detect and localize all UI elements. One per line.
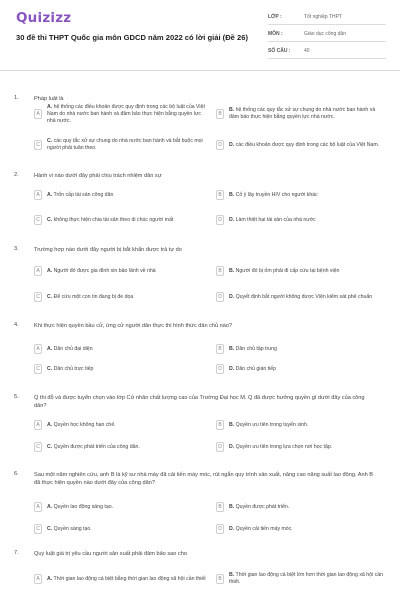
answer-option[interactable] [216,188,386,202]
answer-option[interactable] [216,500,386,514]
option-letter: C [34,292,42,302]
option-text: B. Thời gian lao động cá biệt lớn hơn thời gian lao động xã hội cần thiết. [229,572,383,585]
answer-option[interactable] [216,133,386,157]
option-letter: C [34,442,42,452]
meta-value: Giáo dục công dân [304,31,346,37]
option-letter: A [34,502,42,512]
answer-option[interactable] [34,342,210,356]
option-letter: C [34,524,42,534]
question-text: Pháp luật là [34,96,64,102]
question-text: Quy luật giá trị yêu cầu người sản xuất phải đảm bảo sao cho [34,551,187,557]
option-text: C. Để cứu một con tin đang bị đe dọa [47,293,134,300]
question-number: 3. [14,246,19,252]
answer-option[interactable] [34,99,210,129]
option-letter: A [34,420,42,430]
answer-option[interactable] [34,418,210,432]
option-text: D. Quyền cải tiến máy móc. [229,525,293,532]
quizizz-logo: Quizizz [16,10,72,26]
answer-option[interactable] [34,522,210,536]
answer-option[interactable] [216,362,386,376]
meta-label: MÔN : [268,31,283,37]
option-letter: A [34,344,42,354]
option-letter: C [34,140,42,150]
answer-option[interactable] [216,287,386,307]
option-letter: B [216,420,224,430]
answer-option[interactable] [34,133,210,157]
option-letter: B [216,344,224,354]
option-text: D. Quyền ưu tiên trong lựa chọn nơi học tập. [229,443,333,450]
answer-option[interactable] [216,342,386,356]
option-letter: C [34,215,42,225]
option-text: A. Quyền lao động sáng tạo. [47,503,114,510]
option-letter: A [34,574,42,584]
question-number: 5. [14,394,19,400]
option-text: A. Quyền học không hạn chế. [47,421,116,428]
option-text: B. Quyền được phát triển. [229,503,290,510]
option-letter: D [216,215,224,225]
option-text: D. Dân chủ gián tiếp [229,365,277,372]
option-text: C. các quy tắc xử sự chung do nhà nước ban hành và bắt buộc mọi người phải tuân theo. [47,138,203,151]
option-letter: D [216,292,224,302]
option-text: B. hệ thống các quy tắc xử sự chung do nhà nước ban hành và đảm bảo thực hiện bằng quyền lực nhà nước. [229,107,376,120]
option-letter: A [34,266,42,276]
option-letter: B [216,574,224,584]
answer-option[interactable] [34,362,210,376]
option-text: A. Thời gian lao động cá biệt bằng thời gian lao động xã hội cần thiết [47,575,206,582]
option-text: C. Quyền sáng tạo. [47,525,92,532]
question-number: 6. [14,471,19,477]
option-letter: B [216,266,224,276]
question-text: Hành vi nào dưới đây phải chịu trách nhiệm dân sự [34,173,162,179]
answer-option[interactable] [216,264,386,278]
option-letter: B [216,109,224,119]
option-letter: D [216,442,224,452]
option-text: A. Người đó được gia đình xin bảo lãnh về nhà [47,267,156,274]
question-text: Trường hợp nào dưới đây người bị bắt khẩn được trả tự do [34,247,182,253]
option-letter: D [216,524,224,534]
answer-option[interactable] [216,440,386,454]
option-text: C. không thực hiện chia tài sản theo di chúc người mất [47,216,174,223]
question-number: 2. [14,172,19,178]
option-text: C. Quyền được phát triển của công dân. [47,443,140,450]
question-number: 4. [14,322,19,328]
answer-option[interactable] [34,500,210,514]
option-text: C. Dân chủ trực tiếp [47,365,94,372]
answer-option[interactable] [34,440,210,454]
answer-option[interactable] [34,188,210,202]
option-letter: B [216,190,224,200]
option-text: B. Dân chủ tập trung [229,345,277,352]
option-text: B. Người đó bị ốm phải đi cấp cứu tại bệnh viện [229,267,340,274]
answer-option[interactable] [34,290,210,304]
question-number: 7. [14,550,19,556]
meta-value: Tốt nghiệp THPT [304,14,342,20]
option-text: A. hệ thống các điều khoản được quy định trong các bộ luật của Việt Nam do nhà nước ban hành và đảm bảo thực hiện bằng quyền lực nhà nước. [47,103,205,124]
answer-option[interactable] [216,418,386,432]
option-letter: A [34,190,42,200]
answer-option[interactable] [34,264,210,278]
option-letter: A [34,109,42,119]
option-letter: B [216,502,224,512]
question-number: 1. [14,95,19,101]
meta-label: SỐ CÂU : [268,48,291,54]
answer-option[interactable] [216,569,386,589]
answer-option[interactable] [34,210,210,230]
option-text: D. Làm thiệt hại tài sản của nhà nước [229,216,316,223]
question-text: Sau một năm nghiên cứu, anh B là kỹ sư nhà máy đã cải tiến máy móc, rút ngắn quy trình sản xuất, nâng cao năng suất lao động. Anh B đã thực hiện quyền nào dưới đây của công dân? [34,472,373,486]
answer-option[interactable] [216,213,386,227]
option-text: A. Dân chủ đại diện [47,345,93,352]
answer-option[interactable] [216,99,386,129]
meta-label: LỚP : [268,14,282,20]
option-letter: D [216,140,224,150]
option-text: B. Quyền ưu tiên trong tuyển sinh. [229,421,309,428]
option-text: D. Quyết định bắt người không được Viện kiểm sát phê chuẩn [229,293,373,300]
question-text: Q thi đỗ và được tuyển chọn vào lớp Cử nhân chất lượng cao của Trường Đại học M. Q đã được hưởng quyền gì dưới đây của công dân? [34,395,365,409]
option-letter: D [216,364,224,374]
option-text: A. Trốn cấp tài sản công dân [47,191,114,198]
option-letter: C [34,364,42,374]
document-title: 30 đề thi THPT Quốc gia môn GDCD năm 2022 có lời giải (Đề 26) [16,33,248,42]
option-text: B. Cố ý lây truyền HIV cho người khác [229,191,318,198]
answer-option[interactable] [216,522,386,536]
question-text: Khi thực hiện quyền bầu cử, ứng cử người dân thực thi hình thức dân chủ nào? [34,323,233,329]
meta-value: 40 [304,48,310,54]
option-text: D. các điều khoản được quy định trong các bộ luật của Việt Nam. [229,141,380,148]
answer-option[interactable] [34,569,210,589]
